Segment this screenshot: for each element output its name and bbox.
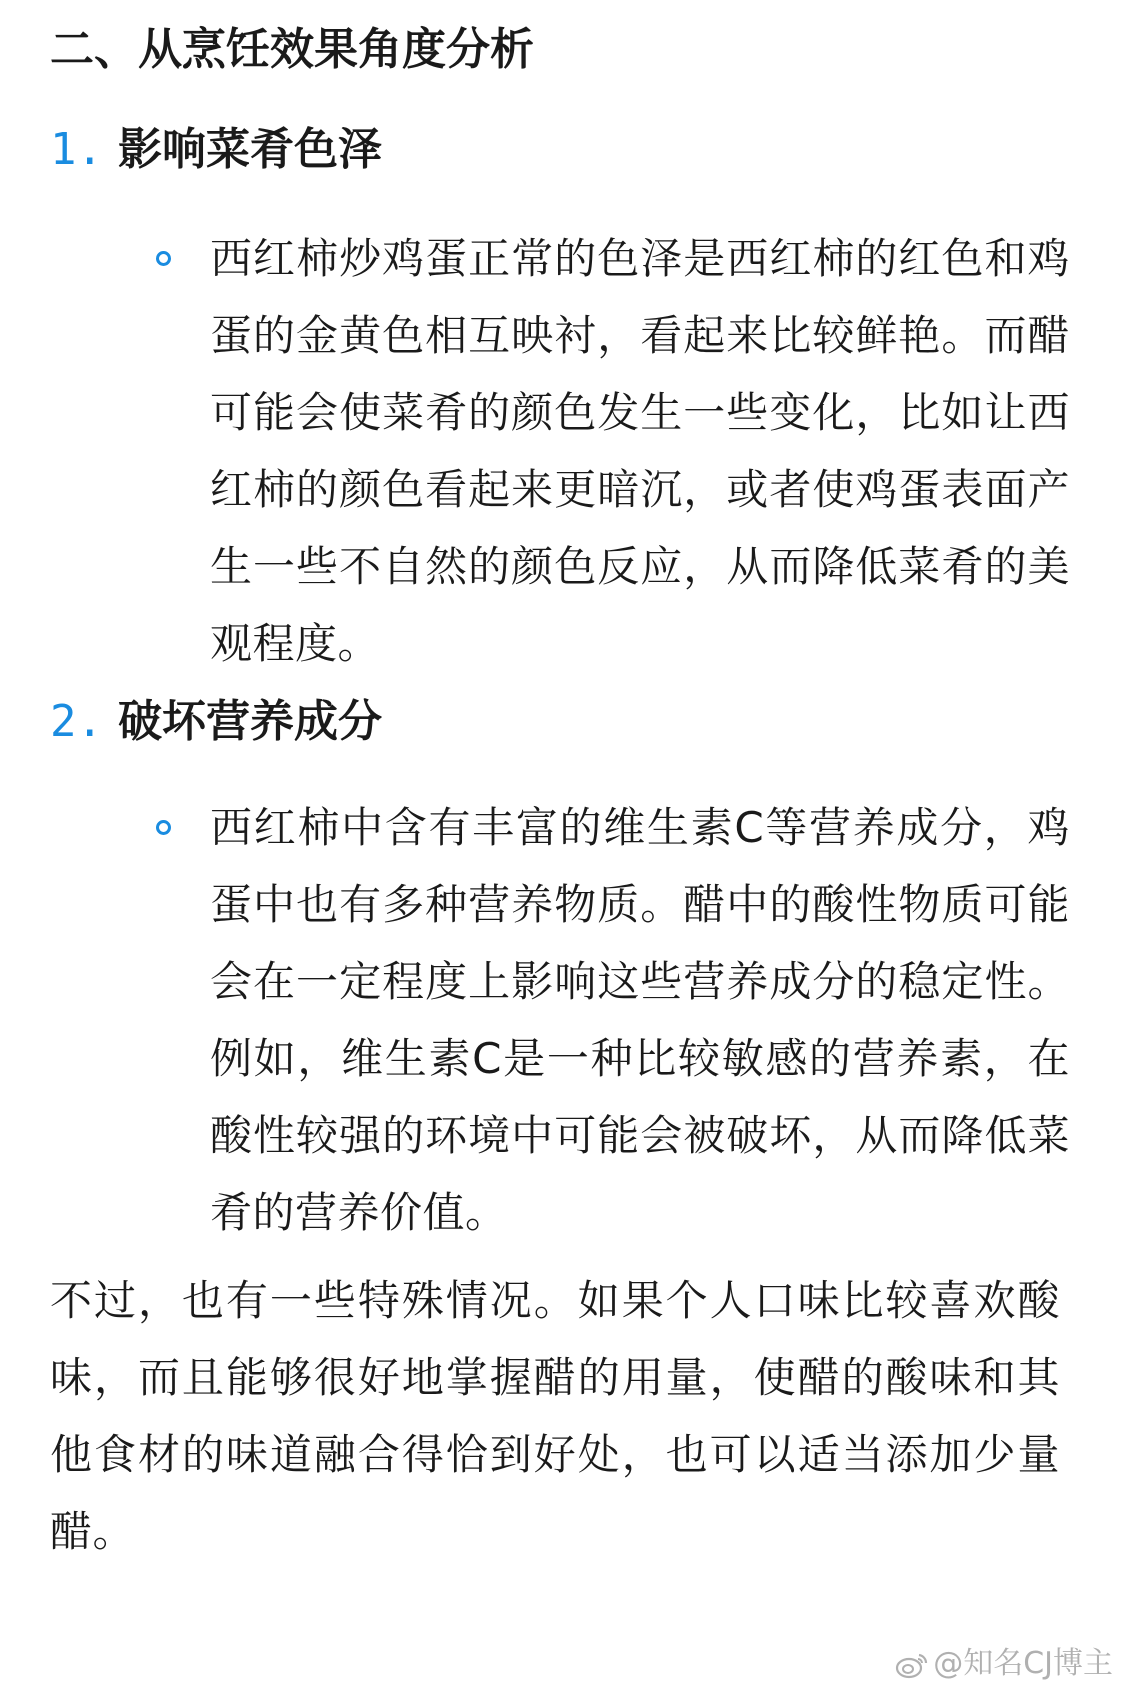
weibo-logo-icon bbox=[895, 1651, 929, 1679]
list-number: 2. bbox=[50, 696, 103, 747]
bullet-circle-icon bbox=[156, 251, 171, 266]
bullet-paragraph-2: 西红柿中含有丰富的维生素C等营养成分，鸡蛋中也有多种营养物质。醋中的酸性物质可能会在一定程度上影响这些营养成分的稳定性。例如，维生素C是一种比较敏感的营养素，在酸性较强的环境中可能会被破坏，从而降低菜肴的营养价值。 bbox=[210, 803, 1070, 1237]
closing-paragraph: 不过，也有一些特殊情况。如果个人口味比较喜欢酸味，而且能够很好地掌握醋的用量，使醋的酸味和其他食材的味道融合得恰到好处，也可以适当添加少量醋。 bbox=[50, 1276, 1060, 1556]
list-item-heading-2 bbox=[50, 690, 382, 754]
bullet-paragraph-1: 西红柿炒鸡蛋正常的色泽是西红柿的红色和鸡蛋的金黄色相互映衬，看起来比较鲜艳。而醋可能会使菜肴的颜色发生一些变化，比如让西红柿的颜色看起来更暗沉，或者使鸡蛋表面产生一些不自然的颜色反应，从而降低菜肴的美观程度。 bbox=[210, 234, 1070, 668]
bullet-circle-icon bbox=[156, 820, 171, 835]
list-heading-text: 破坏营养成分 bbox=[118, 696, 382, 747]
list-heading-text: 影响菜肴色泽 bbox=[118, 124, 382, 175]
section-title: 二、从烹饪效果角度分析 bbox=[50, 24, 534, 75]
watermark-text: @知名CJ博主 bbox=[933, 1646, 1113, 1681]
list-item-heading-1 bbox=[50, 118, 382, 182]
list-number: 1. bbox=[50, 124, 103, 175]
watermark bbox=[895, 1644, 1113, 1684]
